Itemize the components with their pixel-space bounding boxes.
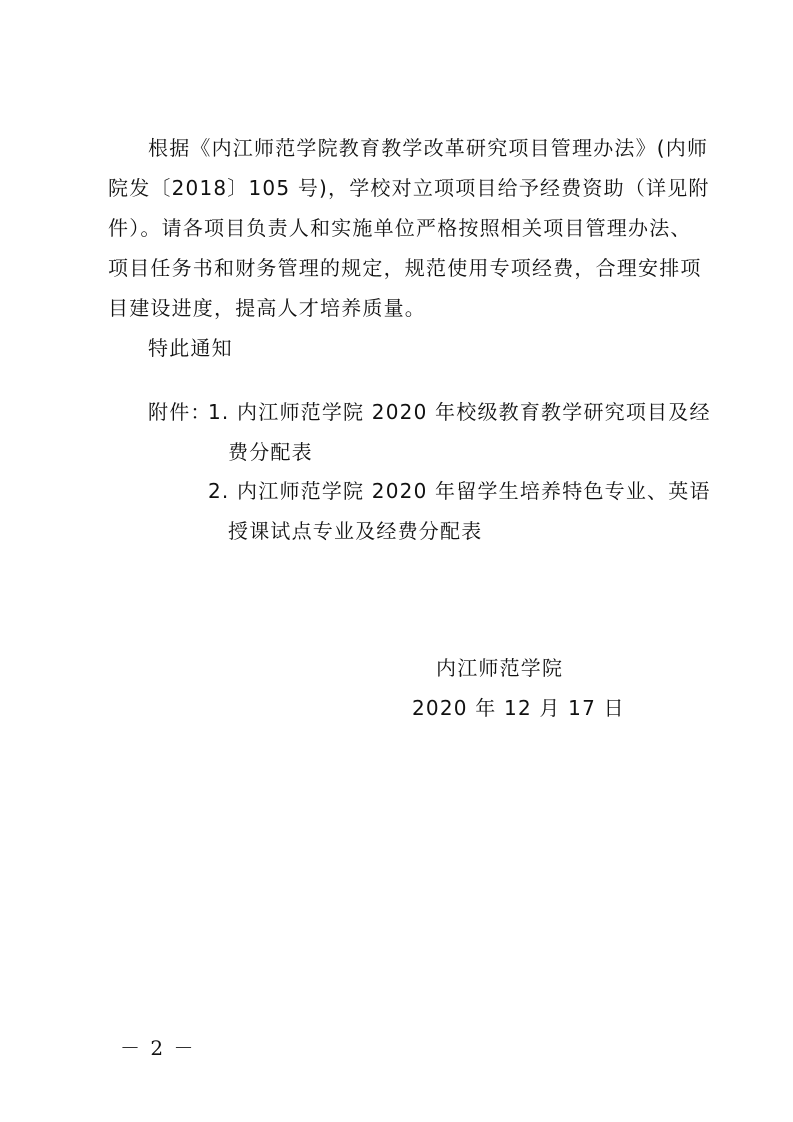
attachments-label: 附件： <box>148 400 212 424</box>
attachment-item-2-continued: 授课试点专业及经费分配表 <box>228 519 483 543</box>
body-line-3: 件）。请各项目负责人和实施单位严格按照相关项目管理办法、 <box>108 216 692 240</box>
attachment-item-1: 1. 内江师范学院 2020 年校级教育教学研究项目及经 <box>208 400 711 424</box>
page-number: － 2 － <box>120 1036 196 1060</box>
body-line-4: 项目任务书和财务管理的规定，规范使用专项经费，合理安排项 <box>108 256 702 280</box>
body-line-5: 目建设进度，提高人才培养质量。 <box>108 296 426 320</box>
attachment-item-1-continued: 费分配表 <box>228 440 313 464</box>
attachment-item-2: 2. 内江师范学院 2020 年留学生培养特色专业、英语 <box>208 479 711 503</box>
body-line-2: 院发〔2018〕105 号)，学校对立项项目给予经费资助（详见附 <box>108 176 710 200</box>
signature-org: 内江师范学院 <box>436 656 564 680</box>
closing-text: 特此通知 <box>148 336 233 360</box>
signature-date: 2020 年 12 月 17 日 <box>412 696 625 720</box>
body-line-1: 根据《内江师范学院教育教学改革研究项目管理办法》(内师 <box>148 136 709 160</box>
